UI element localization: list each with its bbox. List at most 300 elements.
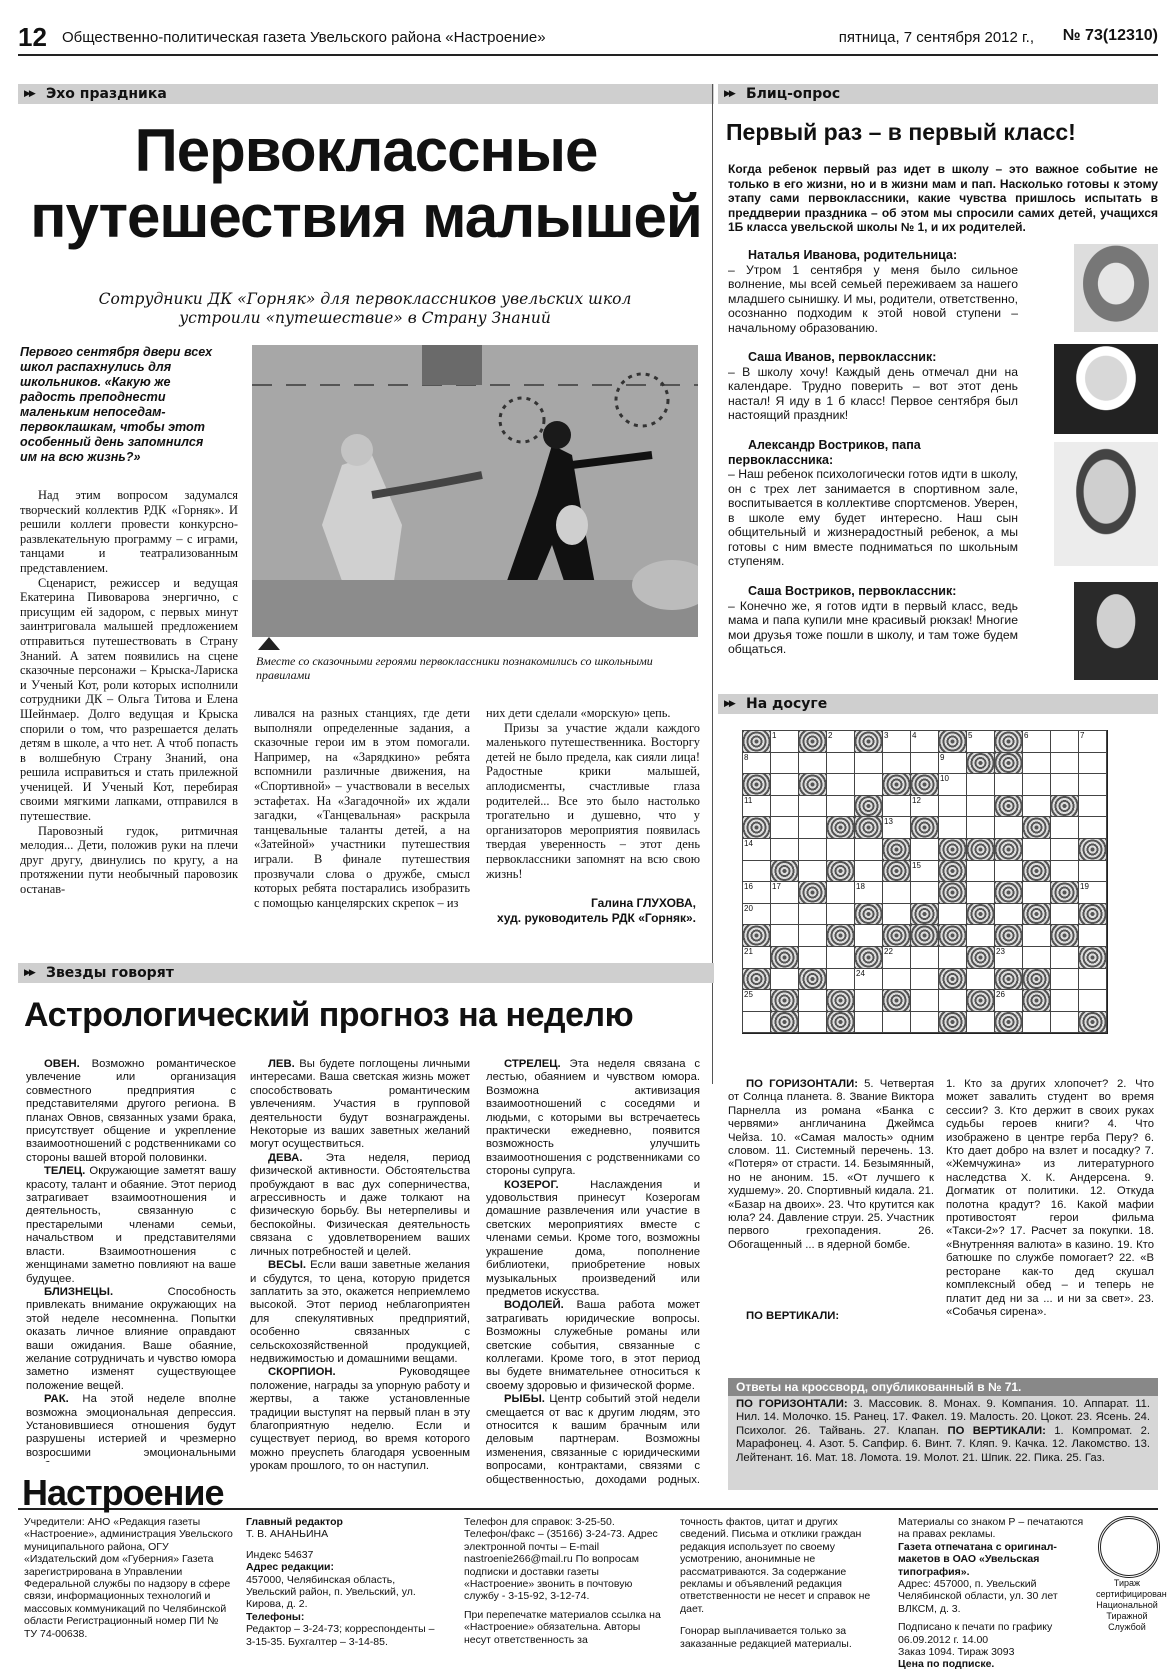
crossword-cell[interactable] [1078, 968, 1107, 991]
crossword-cell[interactable] [994, 816, 1023, 839]
crossword-cell[interactable] [770, 773, 799, 796]
price: Цена по подписке. [898, 1658, 995, 1671]
crossword-cell[interactable] [882, 946, 911, 969]
printed-title: Газета отпечатана с оригинал-макетов в ОАО «Увельская типография». [898, 1540, 1057, 1578]
crossword-block [938, 1011, 967, 1034]
answers-v: 1. Компромат. 2. Марафонец. 4. Азот. 5. Сапфир. 6. Винт. 7. Кляп. 9. Качка. 12. Лакомство. 13. Лейтенант. 16. Мат. 18. Ломота. 19. Молот. 21. Шпик. 22. Пика. 25. Газ. [736, 1424, 1151, 1464]
answers-v-title: ПО ВЕРТИКАЛИ: [947, 1424, 1046, 1437]
crossword-cell[interactable] [966, 816, 995, 839]
crossword-block [938, 881, 967, 904]
crossword-cell[interactable] [854, 773, 883, 796]
crossword-block [1022, 968, 1051, 991]
crossword-block [1078, 903, 1107, 926]
sign-text: Вы будете поглощены личными интересами. Ваша светская жизнь может способствовать романтическим увлечениям. Участия в групповой деятельности будут вознаграждены. Некоторые из ваших заветных желаний могут осуществиться. [250, 1058, 470, 1151]
crossword-cell[interactable] [826, 773, 855, 796]
crossword-block [1050, 795, 1079, 818]
crossword-block [882, 773, 911, 796]
crossword-cell[interactable] [882, 795, 911, 818]
portrait-photo [1054, 344, 1158, 434]
cell-number: 13 [884, 817, 893, 827]
crossword-cell[interactable] [770, 795, 799, 818]
crossword-cell[interactable] [994, 946, 1023, 969]
crossword-cell[interactable] [994, 903, 1023, 926]
crossword-cell[interactable] [798, 946, 827, 969]
cell-number: 8 [744, 752, 749, 762]
cell-number: 21 [744, 946, 753, 956]
crossword-cell[interactable] [742, 752, 771, 775]
cell-number: 26 [996, 990, 1005, 1000]
crossword-block [798, 730, 827, 753]
crossword-cell[interactable] [854, 989, 883, 1012]
crossword-block [742, 924, 771, 947]
crossword-cell[interactable] [826, 838, 855, 861]
crossword-cell[interactable] [882, 730, 911, 753]
answer-text: – Конечно же, я готов идти в первый класс, ведь мама и папа купили мне красивый рюкзак! Многие мои друзья тоже пошли в школу, и там тоже будем общаться. [728, 598, 1018, 656]
paper-title: Общественно-политическая газета Увельского района «Настроение» [62, 29, 546, 46]
column-divider [712, 84, 713, 1084]
crossword-cell[interactable] [1050, 752, 1079, 775]
blitz-answer [728, 248, 1018, 335]
address: 457000, Челябинская область, Увельский район, п. Увельский, ул. Кирова, д. 2. [246, 1573, 416, 1611]
astro-sign [486, 1299, 700, 1393]
crossword-cell[interactable] [854, 968, 883, 991]
cell-number: 2 [828, 731, 833, 740]
crossword-cell[interactable] [910, 1011, 939, 1034]
crossword-block [798, 881, 827, 904]
crossword-cell[interactable] [798, 903, 827, 926]
answer-name: Саша Востриков, первоклассник: [748, 584, 957, 598]
crossword-cell[interactable] [1078, 924, 1107, 947]
crossword-cell[interactable] [966, 881, 995, 904]
crossword-cell[interactable] [854, 860, 883, 883]
crossword-cell[interactable] [910, 730, 939, 753]
clues-vertical-title: ПО ВЕРТИКАЛИ: [746, 1310, 840, 1322]
crossword-cell[interactable] [994, 860, 1023, 883]
crossword-cell[interactable] [798, 752, 827, 775]
article-author [486, 896, 696, 926]
typography-seal-icon [1098, 1516, 1160, 1578]
crossword-cell[interactable] [770, 903, 799, 926]
editor-name: Т. В. АНАНЬИНА [246, 1528, 329, 1541]
page-header [18, 22, 1158, 56]
portrait-photo [1074, 582, 1158, 680]
crossword-block [910, 903, 939, 926]
crossword-block [798, 968, 827, 991]
crossword-block [994, 1011, 1023, 1034]
crossword-cell[interactable] [1050, 989, 1079, 1012]
article-title [18, 118, 714, 250]
crossword-cell[interactable] [854, 1011, 883, 1034]
crossword-block [854, 816, 883, 839]
crossword-cell[interactable] [854, 752, 883, 775]
crossword-cell[interactable] [938, 903, 967, 926]
sign-name: РАК. [44, 1393, 69, 1406]
crossword-cell[interactable] [1078, 795, 1107, 818]
reprint-note: При перепечатке материалов ссылка на «Настроение» обязательна. Авторы несут ответственность за [464, 1608, 661, 1646]
crossword-cell[interactable] [1050, 838, 1079, 861]
rubric-leisure: ▶▶ На досуге [718, 694, 1158, 714]
cell-number: 5 [968, 731, 973, 740]
crossword-cell[interactable] [1022, 752, 1051, 775]
answers-h: 3. Массовик. 8. Монах. 9. Компания. 10. Аппарат. 11. Нил. 14. Молочко. 15. Ранец. 17. Факел. 19. Малость. 20. Цокот. 23. Ясень. 24. Психолог. 26. Тайвань. 27. Клапан. [736, 1398, 1150, 1437]
cell-number: 9 [940, 752, 945, 762]
crossword-cell[interactable] [882, 1011, 911, 1034]
crossword-block [770, 860, 799, 883]
blitz-lead: Когда ребенок первый раз идет в школу – это важное событие не только в его жизни, но и в жизни мам и пап. Насколько готовы к этому этапу сами первоклассники, какие чувства пришлось испытать в преддверии праздника – об этом мы спросили самих детей, учащихся 1Б класса увельской школы № 1, и их родителей. [728, 162, 1158, 235]
crossword-cell[interactable] [1078, 773, 1107, 796]
crossword-cell[interactable] [854, 924, 883, 947]
crossword-cell[interactable] [1078, 730, 1107, 753]
cell-number: 22 [884, 946, 893, 956]
sign-text: На этой неделе вполне возможна эмоциональная депрессия. Установившиеся отношения будут разрушены истерией и чрезмерно возросшими эмоциональными [26, 1393, 236, 1459]
crossword-cell[interactable] [1022, 773, 1051, 796]
crossword-block [798, 773, 827, 796]
crossword-cell[interactable] [882, 816, 911, 839]
author-name: Галина ГЛУХОВА, [590, 896, 696, 910]
crossword-cell[interactable] [1050, 1011, 1079, 1034]
crossword-cell[interactable] [938, 795, 967, 818]
cell-number: 20 [744, 903, 753, 913]
page-number: 12 [18, 22, 47, 52]
crossword-cell[interactable] [938, 989, 967, 1012]
crossword-cell[interactable] [882, 881, 911, 904]
title-line-1: Первоклассные [134, 117, 598, 184]
cell-number: 23 [996, 946, 1005, 956]
photo-caption: Вместе со сказочными героями первоклассники познакомились со школьными правилами [256, 654, 653, 682]
sign-name: ВОДОЛЕЙ. [504, 1299, 564, 1312]
footer-policy [680, 1516, 880, 1650]
sign-text: Если ваши заветные желания и сбудутся, то цена, которую придется заплатить за это, окажется неприемлемо высокой. Этот период неблагоприятен для спекулятивных предприятий, особенно связанных с сельскохозяйственной продукцией, недвижимостью и домашними вещами. [250, 1259, 470, 1365]
astro-sign [250, 1058, 470, 1152]
crossword-cell[interactable] [1078, 989, 1107, 1012]
crossword-block [1050, 881, 1079, 904]
phones-title: Телефоны: [246, 1610, 305, 1623]
astro-sign [26, 1058, 236, 1165]
cell-number: 19 [1080, 882, 1089, 892]
crossword-cell[interactable] [742, 838, 771, 861]
crossword-cell[interactable] [770, 816, 799, 839]
crossword-block [770, 1011, 799, 1034]
astro-sign [486, 1179, 700, 1300]
crossword-block [966, 946, 995, 969]
crossword-block [966, 752, 995, 775]
paragraph: Над этим вопросом задумался творческий коллектив РДК «Горняк». И решили коллеги провести конкурсно-развлекательную программу – с играми, танцами и театрализованным представлением. [20, 488, 238, 575]
crossword-cell[interactable] [938, 773, 967, 796]
crossword-block [882, 860, 911, 883]
answer-text: – В школу хочу! Каждый день отмечал дни на календаре. Трудно поверить – вот этот день настал! Я иду в 1 б класс! Первое сентября был настоящий праздник! [728, 364, 1018, 422]
crossword-block [994, 752, 1023, 775]
crossword-cell[interactable] [1050, 968, 1079, 991]
crossword-block [882, 989, 911, 1012]
crossword-block [1078, 1011, 1107, 1034]
crossword-cell[interactable] [938, 752, 967, 775]
paragraph: Призы за участие ждали каждого маленького путешественника. Восторгу детей не было предела, как сияли лица! Радостные крики малышей, аплодисменты, счастливые глаза родителей... Все это было настолько трогательно и душевно, что у организаторов мероприятия появилась твердая уверенность – этот день первоклассники запомнят на всю свою жизнь! [486, 720, 700, 881]
paragraph: них дети сделали «морскую» цепь. [486, 706, 671, 720]
sign-name: СКОРПИОН. [268, 1366, 336, 1379]
sign-name: ДЕВА. [268, 1151, 303, 1164]
sign-name: КОЗЕРОГ. [504, 1178, 559, 1191]
crossword-cell[interactable] [798, 989, 827, 1012]
crossword-cell[interactable] [826, 795, 855, 818]
crossword-block [1022, 860, 1051, 883]
crossword-cell[interactable] [910, 881, 939, 904]
issue-date: пятница, 7 сентября 2012 г., [838, 29, 1034, 46]
signed: Подписано к печати по графику 06.09.2012 г. 14.00 [898, 1621, 1053, 1646]
footer-print [898, 1516, 1094, 1671]
crossword-block [1022, 816, 1051, 839]
crossword-cell[interactable] [1050, 860, 1079, 883]
crossword-block [994, 838, 1023, 861]
astro-sign [26, 1165, 236, 1286]
crossword-block [938, 924, 967, 947]
crossword-cell[interactable] [826, 752, 855, 775]
printed-addr: Адрес: 457000, п. Увельский Челябинской области, ул. 30 лет ВЛКСМ, д. 3. [898, 1578, 1058, 1615]
crossword-block [826, 816, 855, 839]
crossword-cell[interactable] [798, 924, 827, 947]
author-role: худ. руководитель РДК «Горняк». [496, 911, 696, 925]
astro-column-1 [26, 1058, 236, 1462]
sign-name: ЛЕВ. [268, 1058, 295, 1070]
crossword-cell[interactable] [882, 752, 911, 775]
crossword-block [910, 924, 939, 947]
crossword-cell[interactable] [826, 968, 855, 991]
clues-vertical-text: 1. Кто за других хлопочет? 2. Что может завалить студент во время сессии? 3. Кто держит в своих руках судьбы героев книги? 4. Что изображено в центре герба Перу? 6. Кто дает добро на взлет и посадку? 7. «Жемчужина» из литературного наследства Х. К. Андерсена. 9. Догматик от политики. 12. Откуда полотна крадут? 16. Какой мафии противостоят герои фильма «Такси-2»? 17. Расчет за покупки. 18. «Внутренняя валюта» в казино. 19. Кто батюшке по службе помогает? 22. «В ресторане как-то дед скушал комплексный обед – и теперь не платит дед ни за ... и ни за свет». 23. «Собачья сирена». [946, 1078, 1154, 1318]
crossword-block [854, 730, 883, 753]
crossword-cell[interactable] [1050, 816, 1079, 839]
accuracy-note: точность фактов, цитат и других сведений. Письма и отклики граждан редакция использует по своему усмотрению, анонимные не рассматриваются. За содержание рекламы и объявлений редакция ответственности не несет и справок не дает. [680, 1516, 871, 1615]
crossword-cell[interactable] [742, 795, 771, 818]
crossword-cell[interactable] [854, 838, 883, 861]
crossword-block [910, 773, 939, 796]
crossword-cell[interactable] [1022, 795, 1051, 818]
crossword-block [994, 881, 1023, 904]
crossword-cell[interactable] [966, 1011, 995, 1034]
crossword-cell[interactable] [910, 795, 939, 818]
sign-text: Эта неделя связана с лестью, обаянием и чувством юмора. Возможна активизация взаимоотношений с соседями и людьми, с которыми вы встречаетесь практически ежедневно, появится возможность улучшить взаимоотношения с родственниками со стороны супруга. [486, 1058, 700, 1178]
cell-number: 7 [1080, 731, 1085, 740]
answers-text [728, 1396, 1158, 1467]
sign-name: РЫБЫ. [504, 1393, 545, 1406]
crossword-block [742, 730, 771, 753]
crossword-block [994, 795, 1023, 818]
crossword-cell[interactable] [1022, 924, 1051, 947]
crossword-cell[interactable] [770, 924, 799, 947]
crossword-clues-right [946, 1078, 1154, 1358]
crossword-cell[interactable] [1050, 773, 1079, 796]
crossword-cell[interactable] [1078, 881, 1107, 904]
footer-editor [246, 1516, 436, 1648]
crossword-block [994, 924, 1023, 947]
crossword-cell[interactable] [742, 881, 771, 904]
portrait-photo [1054, 442, 1158, 566]
cell-number: 11 [744, 795, 753, 805]
crossword-block [938, 838, 967, 861]
astro-sign [486, 1058, 700, 1179]
answer-text: – Утром 1 сентября у меня было сильное волнение, мы всей семьей переживаем за нашего младшего сынишку. И мы, родители, ответственно, осознанно подходим к этой новой ступени – начальному образованию. [728, 262, 1018, 335]
crossword-cell[interactable] [966, 968, 995, 991]
crossword-cell[interactable] [1050, 903, 1079, 926]
crossword-block [1022, 989, 1051, 1012]
rubric-blitz: ▶▶ Блиц-опрос [718, 84, 1158, 104]
footer-contacts [464, 1516, 664, 1646]
crossword-cell[interactable] [798, 860, 827, 883]
crossword-cell[interactable] [994, 989, 1023, 1012]
crossword-block [938, 860, 967, 883]
astro-sign [26, 1286, 236, 1393]
crossword-cell[interactable] [966, 773, 995, 796]
sign-text: Наслаждения и удовольствия принесут Козерогам домашние развлечения или участие в светских мероприятиях вместе с членами семьи. Кроме того, возможны украшение дома, пополнение библиотеки, приобретение новых музыкальных произведений или предметов искусства. [486, 1178, 700, 1298]
sign-name: ОВЕН. [44, 1058, 80, 1070]
answers-title: Ответы на кроссворд, опубликованный в № 71. [728, 1378, 1158, 1396]
crossword-cell[interactable] [770, 838, 799, 861]
cell-number: 6 [1024, 731, 1029, 740]
crossword-cell[interactable] [742, 989, 771, 1012]
crossword-cell[interactable] [770, 730, 799, 753]
clues-horizontal-text: 5. Четвертая от Солнца планета. 8. Звание Виктора Парнелла из романа «Банка с червями» англичанина Джеймса Чейза. 10. «Самая малость» одним словом. 11. Системный перечень. 13. «Потеря» от страсти. 14. Безымянный, но не аноним. 15. «От лучшего к худшему». 20. Спортивный кидала. 21. «Базар на двоих». 23. Что крутится как юла? 24. Давление струи. 25. Участник первого грехопадения. 26. Обогащенный ... в ядерной бомбе. [728, 1078, 934, 1251]
order: Заказ 1094. Тираж 3093 [898, 1646, 1015, 1659]
crossword-cell[interactable] [770, 752, 799, 775]
answers-box [728, 1378, 1158, 1490]
crossword-cell[interactable] [966, 924, 995, 947]
crossword-cell[interactable] [826, 946, 855, 969]
crossword-cell[interactable] [1022, 838, 1051, 861]
astro-sign [486, 1393, 700, 1486]
paragraph: Сценарист, режиссер и ведущая Екатерина Пивоварова энергично, с присущим ей задором, с первых минут заинтриговала малышей предложением отправиться путешествовать в Страну Знаний. А затем появились на сцене сказочные персонажи – Крыска-Лариска и Ученый Кот, роли которых исполнили сотрудники ДК – Ольга Титова и Елена Шейнмаер. Долго ведущая и Крыска спорили о том, что разрешается делать детям в школе, а что нет. А чтоб попасть в волшебную Страну Знаний, она решила исправиться и стать прилежной ученицей. И Ученый Кот, перебирая своими мягкими лапками, отправился в путешествие. [20, 575, 238, 824]
crossword-cell[interactable] [1078, 752, 1107, 775]
crossword-cell[interactable] [742, 860, 771, 883]
crossword-cell[interactable] [742, 1011, 771, 1034]
crossword-cell[interactable] [1022, 730, 1051, 753]
crossword-block [1078, 946, 1107, 969]
crossword-block [826, 989, 855, 1012]
cell-number: 25 [744, 990, 753, 1000]
title-line-2: путешествия малышей [30, 183, 702, 250]
answer-name: Александр Востриков, папа первоклассника: [728, 438, 921, 467]
crossword-cell[interactable] [826, 730, 855, 753]
crossword-cell[interactable] [938, 946, 967, 969]
crossword-cell[interactable] [1050, 730, 1079, 753]
crossword-block [1078, 838, 1107, 861]
crossword-cell[interactable] [798, 838, 827, 861]
sign-name: ВЕСЫ. [268, 1259, 307, 1272]
ref-phones: Телефон для справок: 3-25-50. Телефон/факс – (35166) 3-24-73. Адрес электронной почты – E-mail nastroenie266@mail.ru По вопросам подписки и доставки газеты «Настроение» звонить в почтовую службу - 3-15-92, 3-12-74. [464, 1516, 658, 1603]
crossword-cell[interactable] [910, 946, 939, 969]
issue-number: № 73(12310) [1062, 27, 1158, 44]
crossword-cell[interactable] [910, 968, 939, 991]
crossword-block [826, 860, 855, 883]
crossword-cell[interactable] [1022, 946, 1051, 969]
crossword-cell[interactable] [1078, 860, 1107, 883]
crossword-cell[interactable] [882, 903, 911, 926]
footer-founders: Учредители: АНО «Редакция газеты «Настроение», администрация Увельского муниципального района, ОГУ «Издательский дом «Губерния» Газета зарегистрирована в Управлении Федеральной службы по надзору в сфере связи, информационных технологий и массовых коммуникаций по Челябинской области Регистрационный номер ПИ № ТУ 74-00638. [24, 1516, 233, 1640]
cell-number: 16 [744, 882, 753, 892]
sign-name: СТРЕЛЕЦ. [504, 1058, 561, 1070]
crossword-cell[interactable] [994, 773, 1023, 796]
crossword-block [966, 838, 995, 861]
answer-name: Наталья Иванова, родительница: [748, 248, 958, 262]
crossword-cell[interactable] [742, 903, 771, 926]
crossword-cell[interactable] [798, 1011, 827, 1034]
crossword-cell[interactable] [1078, 816, 1107, 839]
crossword-block [1022, 903, 1051, 926]
crossword-block [882, 838, 911, 861]
crossword-cell[interactable] [966, 795, 995, 818]
ads-note: Материалы со знаком Р – печатаются на правах рекламы. [898, 1516, 1084, 1541]
sign-text: Способность привлекать внимание окружающих на этой неделе несомненна. Попытки оказать личное влияние оправдают ваши ожидания. Ваше обаяние, желание сотрудничать и чувство юмора заметно изменят существующее положение вещей. [26, 1285, 236, 1392]
crossword-cell[interactable] [910, 838, 939, 861]
astro-column-2 [250, 1058, 470, 1486]
crossword-block [910, 816, 939, 839]
footer-logo: Настроение [22, 1472, 224, 1513]
crossword-cell[interactable] [742, 946, 771, 969]
crossword-cell[interactable] [882, 968, 911, 991]
cell-number: 24 [856, 968, 865, 978]
crossword-block [826, 924, 855, 947]
cell-number: 18 [856, 882, 865, 892]
circulation-note: Тираж сертифицирован Национальной Тиражной Службой [1096, 1578, 1167, 1632]
crossword-cell[interactable] [910, 989, 939, 1012]
crossword-block [938, 968, 967, 991]
blitz-answer [728, 584, 1018, 657]
crossword-block [966, 903, 995, 926]
crossword-cell[interactable] [826, 881, 855, 904]
blitz-answer [728, 350, 1018, 423]
crossword-cell[interactable] [854, 881, 883, 904]
paragraph: ливался на разных станциях, где дети выполняли определенные задания, а сказочные герои им в этом помогали. Например, на «Зарядкино» ребята вспомнили различные движения, на «Спортивной» – участвовали в веселых эстафетах. На «Загадочной» их ждали загадки, «Танцевальная» раскрыла танцевальные таланты детей, а на «Затейной» участники путешествия играли. В финале путешествия прозвучали слова о дружбе, смысл которых ребята постарались изобразить с помощью канцелярских скрепок – из [254, 706, 470, 910]
astro-sign [250, 1366, 470, 1473]
rubric-stars: ▶▶ Звезды говорят [18, 963, 714, 983]
address-title: Адрес редакции: [246, 1561, 334, 1574]
sign-name: ТЕЛЕЦ. [44, 1165, 86, 1178]
crossword-block [742, 816, 771, 839]
crossword-cell[interactable] [798, 816, 827, 839]
crossword-cell[interactable] [770, 968, 799, 991]
crossword-cell[interactable] [938, 816, 967, 839]
editor-title: Главный редактор [246, 1516, 343, 1528]
article-subtitle: Сотрудники ДК «Горняк» для первоклассников увельских школ устроили «путешествие» в Страну Знаний [98, 290, 632, 327]
blitz-title: Первый раз – в первый класс! [726, 119, 1076, 145]
sign-text: Возможно романтическое увлечение или организация совместного предприятия с представителями другого региона. В планах Овнов, связанных узами брака, присутствует общение и укрепление взаимоотношений с родственниками со стороны вашей второй половинки. [26, 1058, 236, 1164]
crossword-cell[interactable] [826, 903, 855, 926]
clues-horizontal [728, 1078, 934, 1252]
crossword-cell[interactable] [1050, 946, 1079, 969]
clues-horizontal-title: ПО ГОРИЗОНТАЛИ: [746, 1078, 858, 1090]
cell-number: 12 [912, 795, 921, 805]
crossword-block [1050, 924, 1079, 947]
article-lead: Первого сентября двери всех школ распахнулись для школьников. «Какую же радость преподнести маленьким непоседам-первоклашкам, чтобы этот особенный день запомнился им на всю жизнь?» [20, 345, 213, 464]
crossword-cell[interactable] [770, 881, 799, 904]
sign-text: Ваша работа может затрагивать юридические вопросы. Возможны служебные романы или светские события, связанные с коллегами. Кроме того, в этот период вы будете внимательнее относиться к своему здоровью и физической форме. [486, 1299, 700, 1392]
portrait-photo [1074, 244, 1158, 332]
crossword-cell[interactable] [798, 795, 827, 818]
cell-number: 17 [772, 882, 781, 892]
crossword-cell[interactable] [966, 860, 995, 883]
sign-text: Окружающие заметят вашу красоту, талант и обаяние. Этот период затрагивает взаимоотношения и деятельность, связанную с престарелыми членами семьи, начальством и представителями власти. Взаимоотношения с женщинами заметно повлияют на ваше будущее. [26, 1165, 236, 1285]
crossword-block [854, 795, 883, 818]
crossword-cell[interactable] [1022, 1011, 1051, 1034]
cell-number: 1 [772, 731, 777, 740]
crossword-block [826, 1011, 855, 1034]
cell-number: 3 [884, 731, 889, 740]
crossword-cell[interactable] [966, 730, 995, 753]
cell-number: 14 [744, 838, 753, 848]
crossword-cell[interactable] [910, 860, 939, 883]
astro-sign [250, 1152, 470, 1259]
crossword-cell[interactable] [910, 752, 939, 775]
astro-title: Астрологический прогноз на неделю [24, 996, 634, 1034]
crossword-grid [742, 730, 1108, 1034]
crossword-cell[interactable] [1022, 881, 1051, 904]
